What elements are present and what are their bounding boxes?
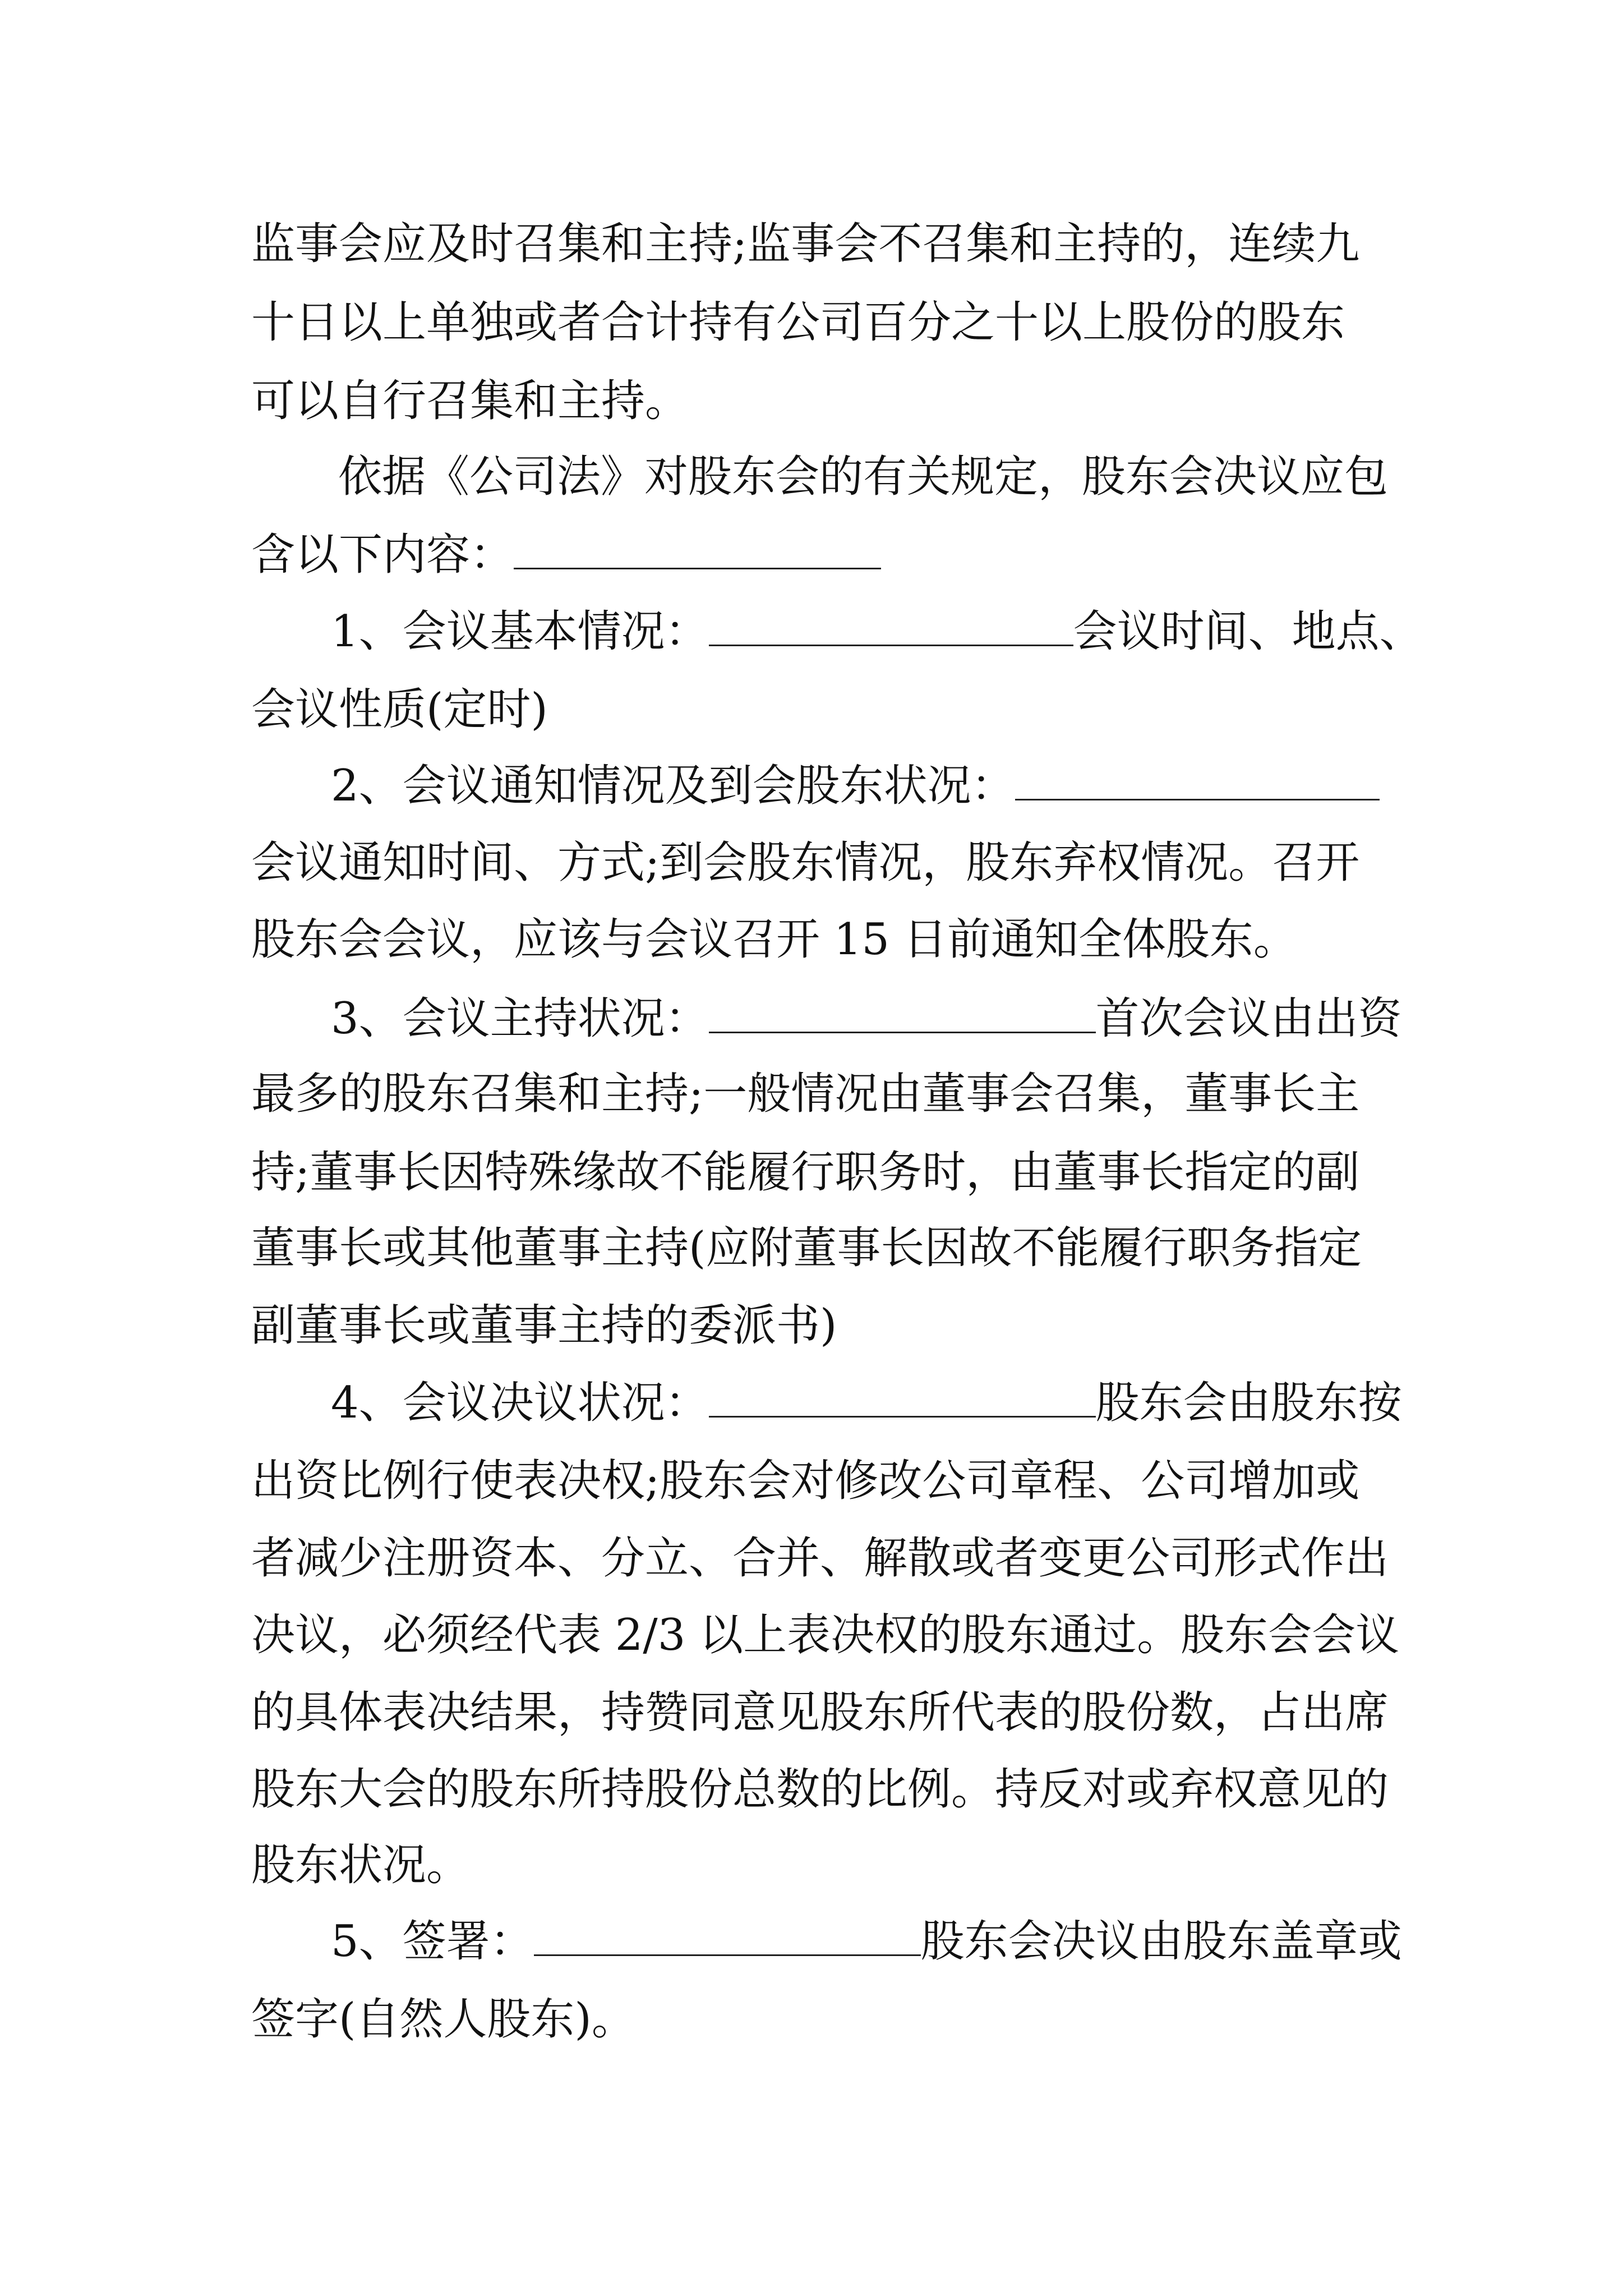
text-line [251,526,1373,583]
fill-in-blank[interactable] [709,1374,1096,1418]
item-label: 5、签署： [331,1916,534,1967]
text-line: 董事长或其他董事主持(应附董事长因故不能履行职务指定 [251,1223,1362,1273]
text-segment: 含以下内容： [251,530,514,580]
item-label: 1、会议基本情况： [331,606,709,657]
item-label: 3、会议主持状况： [331,993,709,1044]
text-line: 副董事长或董事主持的委派书) [251,1300,837,1351]
text-line: 会议性质(定时) [251,684,548,735]
text-segment: 股东会由股东按 [1095,1378,1402,1428]
text-segment: 首次会议由出资 [1095,993,1402,1044]
text-line: 签字(自然人股东)。 [251,1994,635,2045]
text-line [331,603,1453,660]
text-line [331,1374,1453,1431]
fill-in-blank[interactable] [709,990,1096,1033]
text-line: 的具体表决结果，持赞同意见股东所代表的股份数，占出席 [251,1687,1389,1738]
fill-in-blank[interactable] [514,526,881,569]
text-line: 股东状况。 [251,1840,471,1890]
text-line [331,1913,1453,1970]
text-line: 监事会应及时召集和主持;监事会不召集和主持的，连续九 [251,219,1360,269]
text-line: 者减少注册资本、分立、合并、解散或者变更公司形式作出 [251,1533,1389,1584]
text-line: 会议通知时间、方式;到会股东情况，股东弃权情况。召开 [251,838,1360,888]
text-line [331,990,1453,1047]
text-line: 股东大会的股东所持股份总数的比例。持反对或弃权意见的 [251,1764,1389,1815]
text-line: 可以自行召集和主持。 [251,376,689,426]
item-label: 2、会议通知情况及到会股东状况： [331,761,1015,811]
text-segment: 会议时间、地点、 [1073,606,1423,657]
text-line: 股东会会议，应该与会议召开 15 日前通知全体股东。 [251,914,1297,965]
text-line: 十日以上单独或者合计持有公司百分之十以上股份的股东 [251,297,1345,348]
text-line: 决议，必须经代表 2/3 以上表决权的股东通过。股东会会议 [251,1610,1400,1660]
item-label: 4、会议决议状况： [331,1378,709,1428]
fill-in-blank[interactable] [709,603,1073,646]
fill-in-blank[interactable] [534,1913,921,1956]
text-line: 出资比例行使表决权;股东会对修改公司章程、公司增加或 [251,1456,1360,1506]
text-line: 依据《公司法》对股东会的有关规定，股东会决议应包 [338,452,1389,502]
fill-in-blank[interactable] [1015,757,1380,800]
text-segment: 股东会决议由股东盖章或 [920,1916,1402,1967]
text-line [331,757,1453,814]
text-line: 最多的股东召集和主持;一般情况由董事会召集，董事长主 [251,1069,1360,1119]
text-line: 持;董事长因特殊缘故不能履行职务时，由董事长指定的副 [251,1147,1360,1198]
